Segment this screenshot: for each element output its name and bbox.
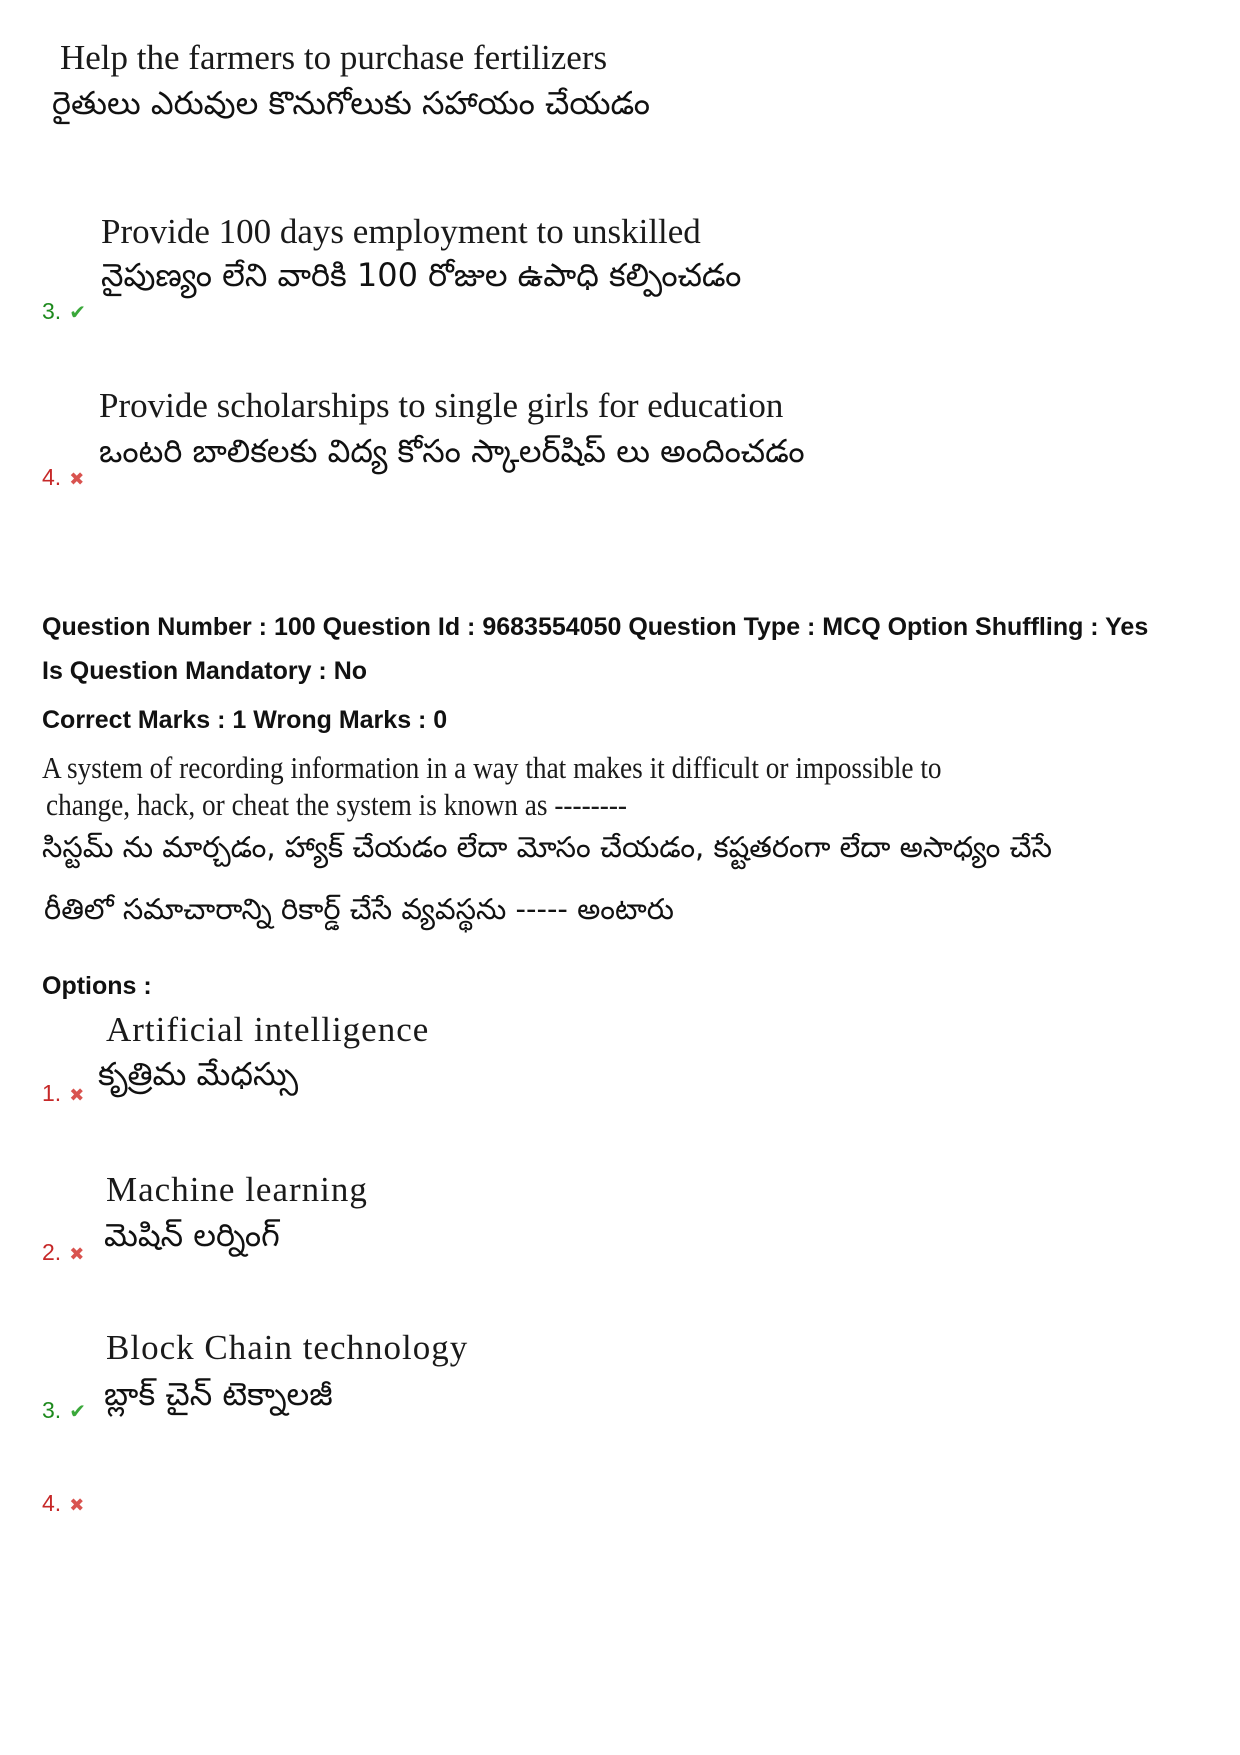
prev-option3-number-label: 3. xyxy=(42,298,62,324)
prev-option2-telugu: రైతులు ఎరువుల కొనుగోలుకు సహాయం చేయడం xyxy=(52,84,650,122)
option2-number xyxy=(42,1239,84,1266)
prev-option4-english: Provide scholarships to single girls for education xyxy=(99,386,784,425)
prev-option4-number xyxy=(42,464,84,491)
option3-telugu: బ్లాక్ చైన్ టెక్నాలజీ xyxy=(104,1375,333,1413)
prev-option4-number-label: 4. xyxy=(42,464,62,490)
option3-number-label: 3. xyxy=(42,1397,62,1423)
check-mark-icon: ✔ xyxy=(69,302,86,324)
prev-option4-telugu: ఒంటరి బాలికలకు విద్య కోసం స్కాలర్‌షిప్ లు అందించడం xyxy=(99,432,805,470)
option2-telugu: మెషిన్ లర్నింగ్ xyxy=(104,1216,280,1254)
prev-option3-english: Provide 100 days employment to unskilled xyxy=(101,212,701,251)
cross-mark-icon: ✖ xyxy=(69,1244,85,1264)
cross-mark-icon: ✖ xyxy=(69,1085,85,1105)
option2-english: Machine learning xyxy=(106,1170,368,1209)
question-text-english-line1: A system of recording information in a way that makes it difficult or impossible to xyxy=(42,750,942,785)
options-label: Options : xyxy=(42,972,152,1000)
question-text-telugu-line2: రీతిలో సమాచారాన్ని రికార్డ్ చేసే వ్యవస్థను ----- అంటారు xyxy=(44,892,674,926)
cross-mark-icon: ✖ xyxy=(69,469,85,489)
option4-number xyxy=(42,1490,84,1517)
question-meta-line: Question Number : 100 Question Id : 9683554050 Question Type : MCQ Option Shuffling : Yes xyxy=(42,613,1149,641)
option3-english: Block Chain technology xyxy=(106,1328,469,1367)
option1-number xyxy=(42,1080,84,1107)
prev-option3-number xyxy=(42,298,86,325)
option4-number-label: 4. xyxy=(42,1490,62,1516)
prev-option2-english: Help the farmers to purchase fertilizers xyxy=(60,38,608,77)
option1-telugu: కృత్రిమ మేధస్సు xyxy=(98,1055,299,1093)
option2-number-label: 2. xyxy=(42,1239,62,1265)
check-mark-icon: ✔ xyxy=(69,1401,86,1423)
question-text-english-line2: change, hack, or cheat the system is known as -------- xyxy=(46,787,627,822)
option1-number-label: 1. xyxy=(42,1080,62,1106)
option3-number xyxy=(42,1397,86,1424)
question-mandatory-line: Is Question Mandatory : No xyxy=(42,657,368,685)
question-text-telugu-line1: సిస్టమ్ ను మార్చడం, హ్యాక్ చేయడం లేదా మోసం చేయడం, కష్టతరంగా లేదా అసాధ్యం చేసే xyxy=(42,830,1052,864)
option1-english: Artificial intelligence xyxy=(106,1010,430,1049)
cross-mark-icon: ✖ xyxy=(69,1495,85,1515)
question-marks-line: Correct Marks : 1 Wrong Marks : 0 xyxy=(42,706,448,734)
prev-option3-telugu: నైపుణ్యం లేని వారికి 100 రోజుల ఉపాధి కల్పించడం xyxy=(101,256,742,294)
